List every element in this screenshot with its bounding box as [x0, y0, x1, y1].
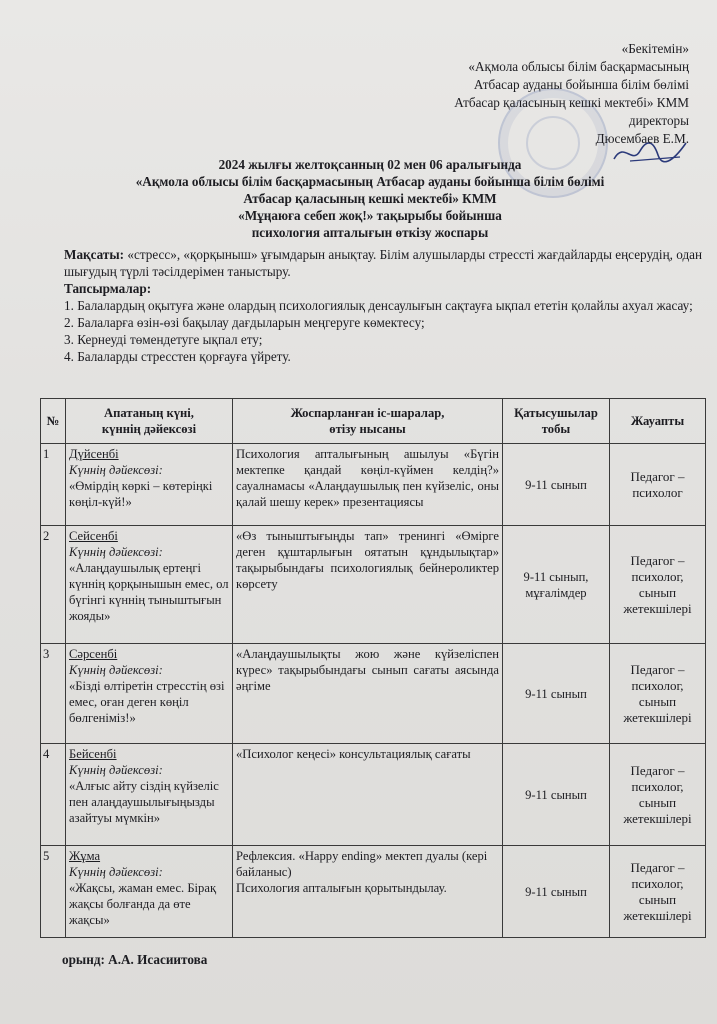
day-quote: «Бізді өлтіретін стресстің өзі емес, оған деген көңіл бөлгеніміз!»	[69, 679, 225, 725]
approval-block	[369, 40, 689, 148]
header-activity: Жоспарланған іс-шаралар, өтізу нысаны	[233, 399, 503, 444]
day-name: Сәрсенбі	[69, 647, 118, 661]
activity-cell: «Алаңдаушылықты жою және күйзеліспен күрес» тақырыбындағы сынып сағаты аясында әңгіме	[233, 644, 503, 744]
aim-label: Мақсаты:	[64, 247, 125, 262]
table-header-row	[41, 399, 706, 444]
activity-cell: «Өз тыныштығыңды тап» тренингі «Өмірге деген құштарлығын оятатын құндылықтар» тақырыбындағы психологиялық бейнероликтер көрсету	[233, 526, 503, 644]
quote-label: Күннің дәйексөзі:	[69, 865, 163, 879]
approval-line: «Бекітемін»	[621, 41, 689, 56]
row-num: 1	[41, 444, 66, 526]
quote-label: Күннің дәйексөзі:	[69, 545, 163, 559]
activity-cell: «Психолог кеңесі» консультациялық сағаты	[233, 744, 503, 846]
task-item: 3. Кернеуді төмендетуге ықпал ету;	[64, 332, 263, 347]
tasks-label: Тапсырмалар:	[64, 281, 152, 296]
title-line: 2024 жылғы желтоқсанның 02 мен 06 аралығында	[218, 157, 522, 172]
day-name: Бейсенбі	[69, 747, 117, 761]
row-num: 3	[41, 644, 66, 744]
responsible-cell: Педагог – психолог, сынып жетекшілері	[610, 846, 706, 938]
approval-line: Атбасар ауданы бойынша білім бөлімі	[473, 77, 689, 92]
day-cell	[66, 846, 233, 938]
day-cell	[66, 744, 233, 846]
header-responsible: Жауапты	[610, 399, 706, 444]
table-row	[41, 526, 706, 644]
quote-label: Күннің дәйексөзі:	[69, 763, 163, 777]
quote-label: Күннің дәйексөзі:	[69, 463, 163, 477]
responsible-cell: Педагог – психолог	[610, 444, 706, 526]
row-num: 5	[41, 846, 66, 938]
responsible-cell: Педагог – психолог, сынып жетекшілері	[610, 744, 706, 846]
group-cell: 9-11 сынып	[503, 644, 610, 744]
day-cell	[66, 644, 233, 744]
table-row	[41, 644, 706, 744]
table-row	[41, 846, 706, 938]
header-day: Апатаның күні, күннің дәйексөзі	[66, 399, 233, 444]
task-item: 1. Балалардың оқытуға және олардың психологиялық денсаулығын сақтауға ықпал ететін қолайлы ахуал жасау;	[64, 298, 693, 313]
day-name: Дүйсенбі	[69, 447, 119, 461]
task-item: 2. Балаларға өзін-өзі бақылау дағдыларын меңгеруге көмектесу;	[64, 315, 425, 330]
activity-cell: Психология апталығының ашылуы «Бүгін мектепке қандай көңіл-күймен келдің?» сауалнамасы «Алаңдаушылық пен күйзеліс, оны қалай шешу керек» презентациясы	[233, 444, 503, 526]
table-row	[41, 444, 706, 526]
responsible-cell: Педагог – психолог, сынып жетекшілері	[610, 526, 706, 644]
executor-line: орынд: А.А. Исасиитова	[62, 952, 208, 967]
approval-line: Дюсембаев Е.М.	[595, 131, 689, 146]
day-quote: «Өмірдің көркі – көтеріңкі көңіл-күй!»	[69, 479, 213, 509]
aim-paragraph	[64, 246, 704, 280]
row-num: 2	[41, 526, 66, 644]
group-cell: 9-11 сынып	[503, 444, 610, 526]
table-row	[41, 744, 706, 846]
approval-line: Атбасар қаласының кешкі мектебі» КММ	[454, 95, 689, 110]
approval-line: директоры	[628, 113, 689, 128]
title-line: Атбасар қаласының кешкі мектебі» КММ	[243, 191, 497, 206]
day-cell	[66, 526, 233, 644]
day-name: Жұма	[69, 849, 101, 863]
activity-cell: Рефлексия. «Happy ending» мектеп дуалы (кері байланыс) Психология апталығын қорытындылау.	[233, 846, 503, 938]
group-cell: 9-11 сынып	[503, 846, 610, 938]
header-num: №	[41, 399, 66, 444]
row-num: 4	[41, 744, 66, 846]
responsible-cell: Педагог – психолог, сынып жетекшілері	[610, 644, 706, 744]
group-cell: 9-11 сынып	[503, 744, 610, 846]
goals-section	[64, 246, 704, 365]
header-group: Қатысушылар тобы	[503, 399, 610, 444]
approval-line: «Ақмола облысы білім басқармасының	[468, 59, 689, 74]
day-name: Сейсенбі	[69, 529, 118, 543]
day-quote: «Жақсы, жаман емес. Бірақ жақсы болғанда да өте жақсы»	[69, 881, 217, 927]
task-item: 4. Балаларды стресстен қорғауға үйрету.	[64, 349, 291, 364]
group-cell: 9-11 сынып, мұғалімдер	[503, 526, 610, 644]
title-line: «Ақмола облысы білім басқармасының Атбасар ауданы бойынша білім бөлімі	[135, 174, 605, 189]
day-cell	[66, 444, 233, 526]
day-quote: «Алаңдаушылық ертеңгі күннің қорқынышын емес, ол бүгінгі күннің тыныштығын жояды»	[69, 561, 229, 623]
title-line: психология апталығын өткізу жоспары	[251, 225, 489, 240]
aim-text: «стресс», «қорқыныш» ұғымдарын анықтау. Білім алушыларды стрессті жағдайларды еңсерудің, одан шығудың түрлі тәсілдерімен таныстыру.	[64, 247, 703, 279]
day-quote: «Алғыс айту сіздің күйзеліс пен алаңдаушылығыңызды азайтуы мүмкін»	[69, 779, 219, 825]
document-title	[60, 156, 680, 241]
plan-table	[40, 398, 706, 938]
quote-label: Күннің дәйексөзі:	[69, 663, 163, 677]
title-line: «Мұңаюға себеп жоқ!» тақырыбы бойынша	[238, 208, 502, 223]
